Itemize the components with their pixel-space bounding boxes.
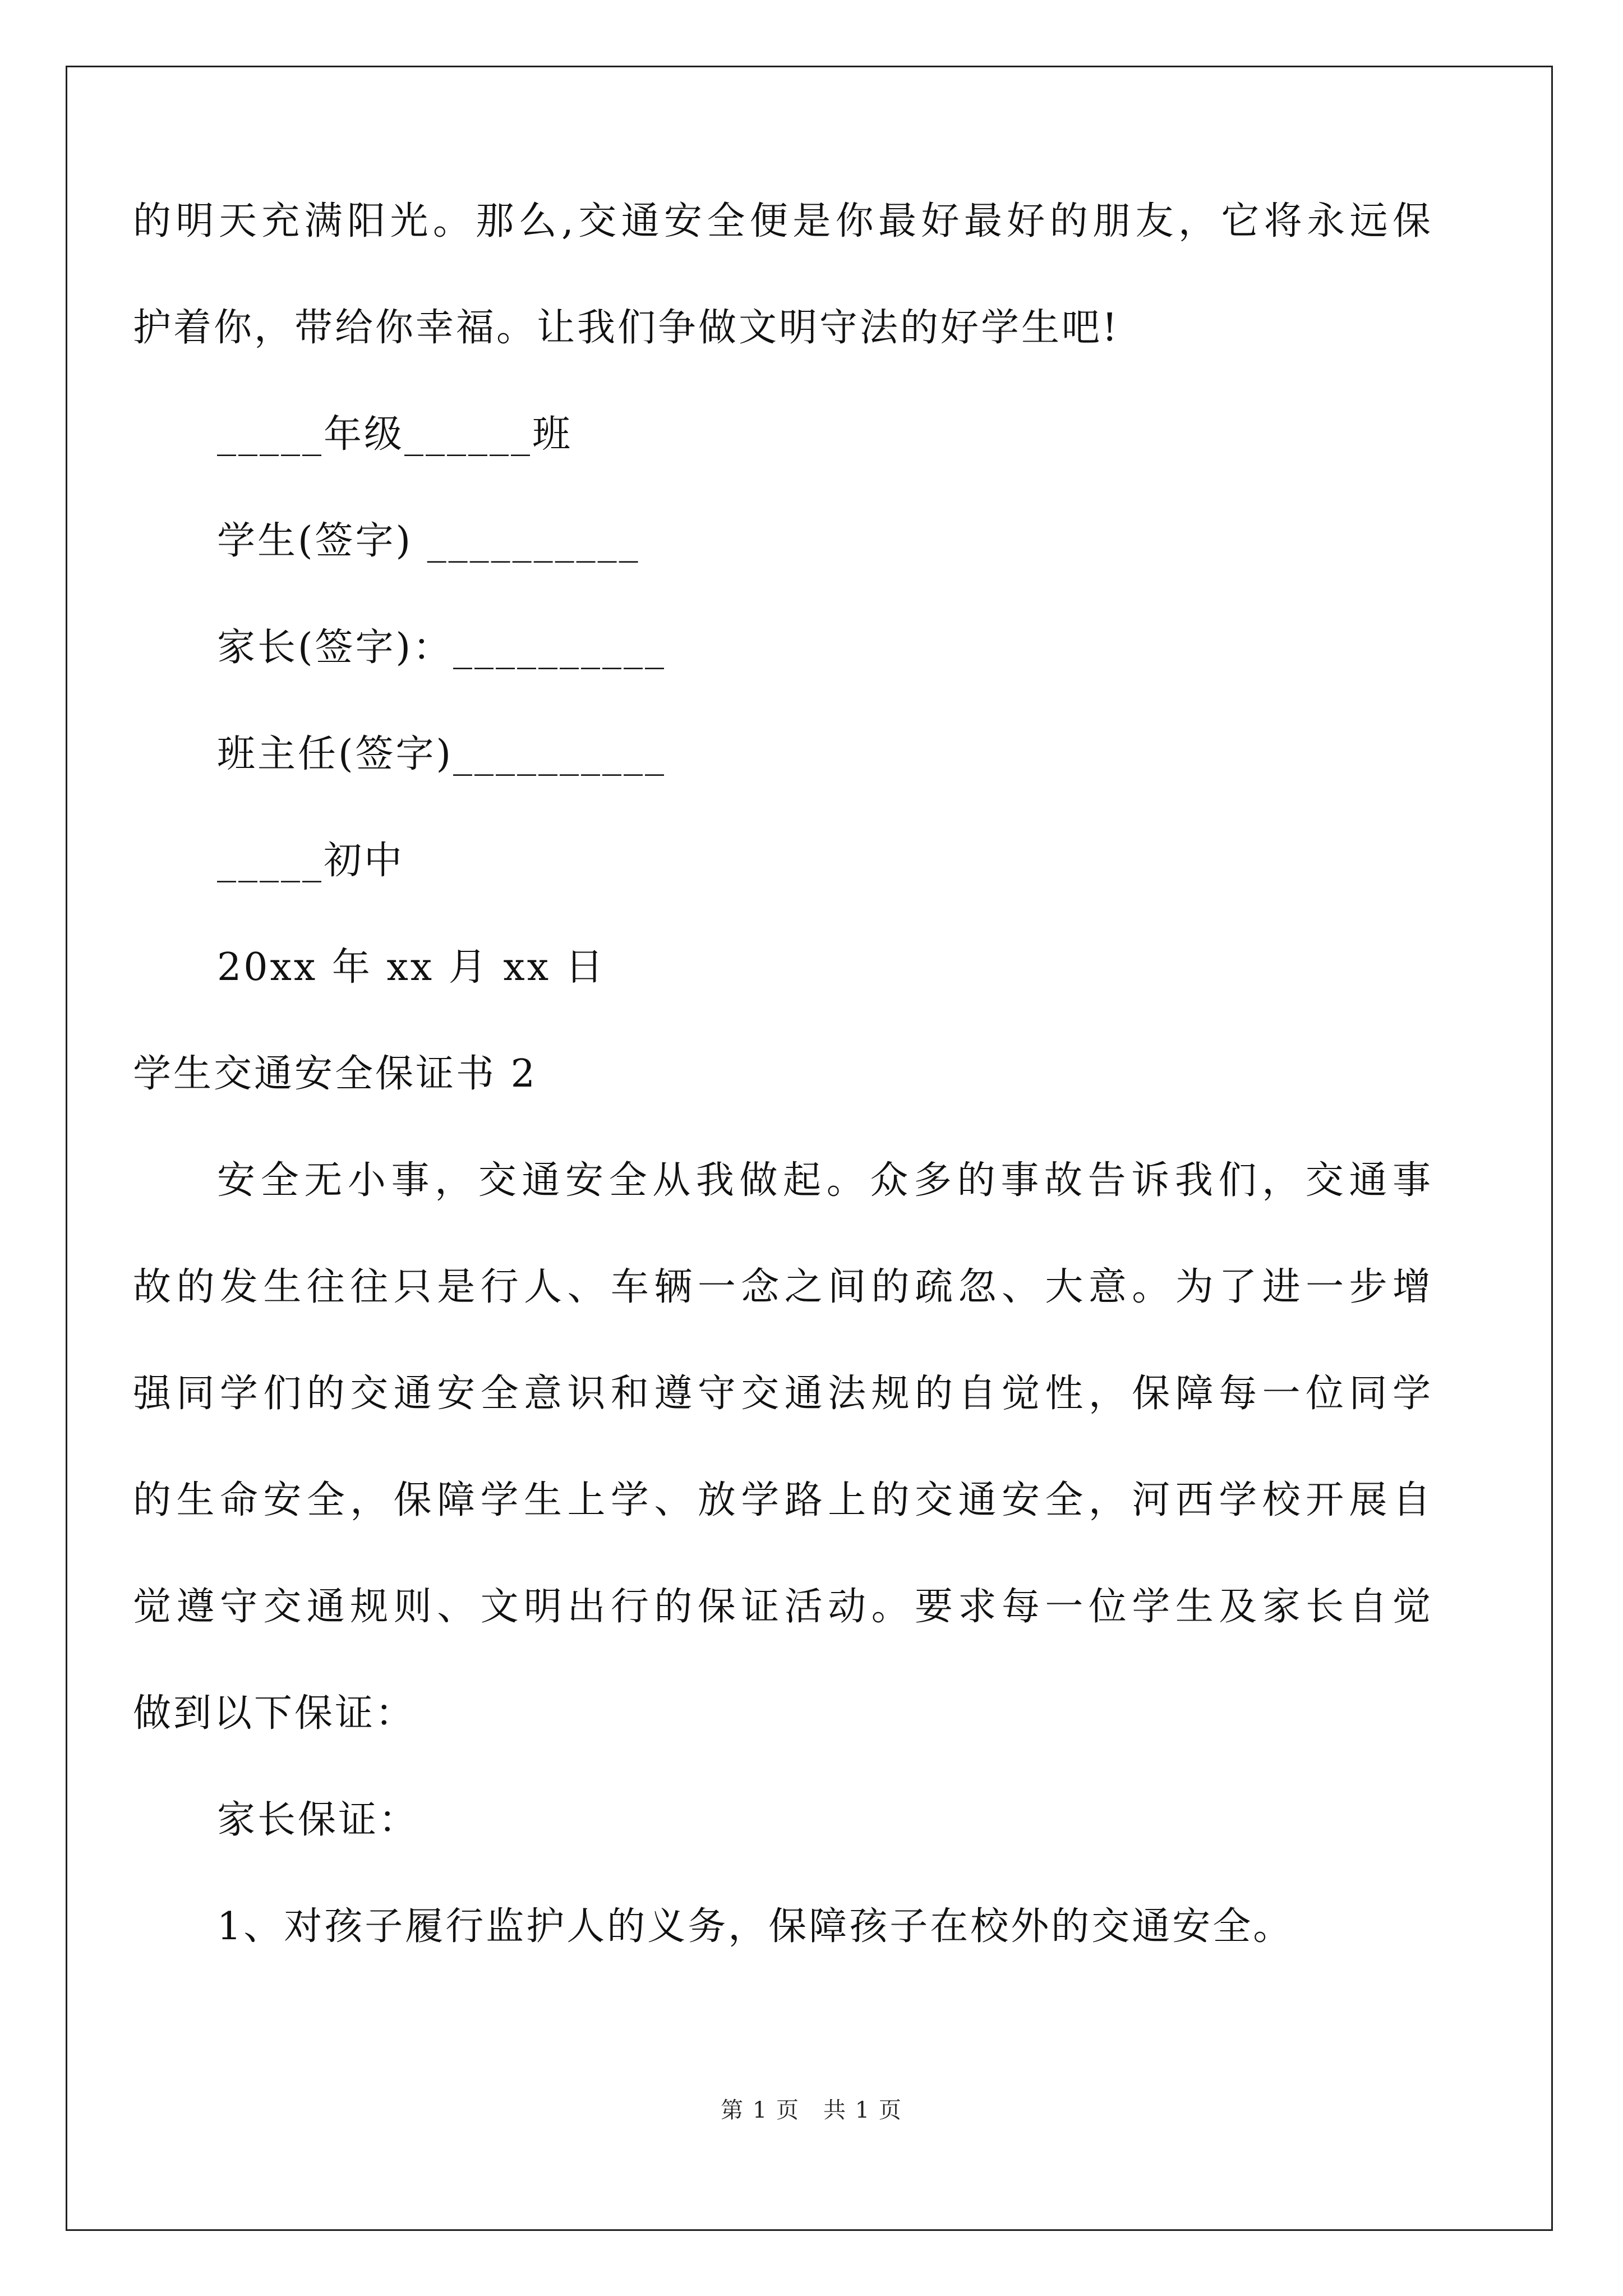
paragraph-line: 故的发生往往只是行人、车辆一念之间的疏忽、大意。为了进一步增 [133, 1265, 1433, 1309]
parent-guarantee-heading: 家长保证： [217, 1798, 419, 1842]
section-title: 学生交通安全保证书 2 [133, 1052, 537, 1096]
student-signature-line: 学生(签字) __________ [217, 519, 640, 563]
paragraph-line: 的生命安全，保障学生上学、放学路上的交通安全，河西学校开展自 [133, 1478, 1433, 1522]
parent-signature-line: 家长(签字)：__________ [217, 625, 667, 670]
document-body [133, 168, 1433, 1980]
page-number: 第 1 页 共 1 页 [721, 2097, 902, 2123]
paragraph-line: 的明天充满阳光。那么,交通安全便是你最好最好的朋友，它将永远保 [133, 199, 1433, 243]
grade-class-line: _____年级______班 [217, 412, 573, 457]
paragraph-line: 做到以下保证： [133, 1691, 416, 1736]
teacher-signature-line: 班主任(签字)__________ [217, 732, 667, 776]
school-line: _____初中 [217, 839, 405, 883]
paragraph-line: 强同学们的交通安全意识和遵守交通法规的自觉性，保障每一位同学 [133, 1372, 1433, 1416]
paragraph-line: 安全无小事，交通安全从我做起。众多的事故告诉我们，交通事 [217, 1158, 1433, 1203]
list-item: 1、对孩子履行监护人的义务，保障孩子在校外的交通安全。 [217, 1904, 1294, 1949]
paragraph-line: 觉遵守交通规则、文明出行的保证活动。要求每一位学生及家长自觉 [133, 1585, 1433, 1629]
date-line: 20xx 年 xx 月 xx 日 [217, 945, 606, 990]
paragraph-line: 护着你，带给你幸福。让我们争做文明守法的好学生吧! [133, 306, 1120, 350]
